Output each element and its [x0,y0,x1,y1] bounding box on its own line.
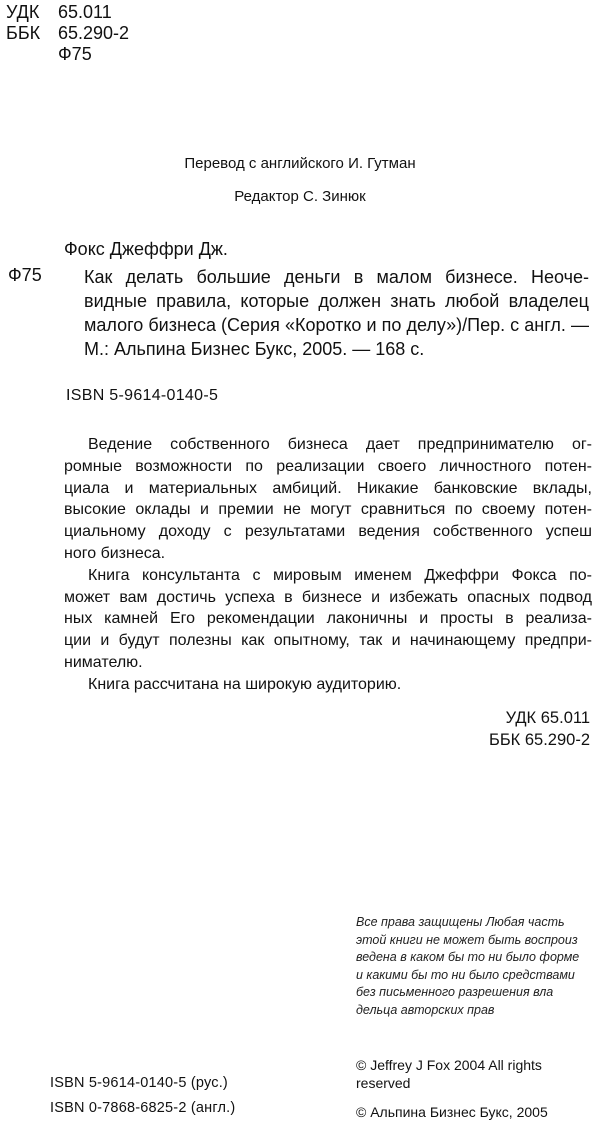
annotation [64,434,592,696]
udk-line [6,2,129,23]
annotation-line: ного бизнеса. [64,544,166,562]
editor-credit: Редактор С. Зинюк [234,188,366,205]
author-mark: Ф75 [58,44,92,64]
rights-line: Все права защищены Любая часть [356,915,565,929]
udk-right: УДК 65.011 [505,709,590,727]
catalog-isbn: ISBN 5-9614-0140-5 [66,387,219,404]
annotation-line: нимателю. [64,653,143,671]
catalog-entry-mark: Ф75 [8,265,42,285]
udk-value: 65.011 [58,2,112,22]
rights-line: ведена в каком бы то ни было форме [356,950,580,965]
classification-codes [6,2,129,65]
udk-label: УДК [6,2,40,22]
title-line: видные правила, которые должен знать любой владелец [84,291,589,311]
annotation-line: высокие оклады и премии не могут сравниться по своему потен- [64,501,592,519]
rights-line: без письменного разрешения вла [356,985,554,1000]
annotation-line: ции и будут полезны как опытному, так и начинающему предпри- [64,632,592,650]
bbk-label: ББК [6,23,41,43]
annotation-line: Книга консультанта с мировым именем Джеффри Фокса по- [88,566,592,584]
rights-notice [356,914,579,1020]
copyright-original-line: reserved [356,1075,411,1091]
rights-line: дельца авторских прав [356,1002,495,1017]
annotation-line: Ведение собственного бизнеса дает предпринимателю ог- [88,436,592,453]
copyright-original-line: © Jeffrey J Fox 2004 All rights [356,1057,542,1073]
copyright-russian: © Альпина Бизнес Букс, 2005 [356,1104,548,1120]
catalog-author: Фокс Джеффри Дж. [64,239,228,259]
annotation-line: ных камней Его рекомендации лаконичны и просты в реализа- [64,610,592,628]
author-mark-line [6,44,129,65]
title-line: Как делать большие деньги в малом бизнесе. Неоче- [84,267,589,287]
bbk-right: ББК 65.290-2 [489,731,590,749]
translator-credit: Перевод с английского И. Гутман [184,155,416,172]
isbn-russian: ISBN 5-9614-0140-5 (рус.) [50,1075,228,1091]
title-line: М.: Альпина Бизнес Букс, 2005. — 168 с. [84,339,425,359]
bbk-line [6,23,129,44]
copyright-original [356,1056,542,1092]
rights-line: этой книги не может быть воспроиз [356,932,578,947]
annotation-line: циала и материальных амбиций. Никакие банковские вклады, [64,479,592,497]
annotation-line: ромные возможности по реализации своего личностного потен- [64,457,592,475]
bbk-value: 65.290-2 [58,23,130,43]
annotation-line: Книга рассчитана на широкую аудиторию. [88,675,402,693]
rights-line: и какими бы то ни было средствами [356,967,575,982]
catalog-title [84,265,589,361]
annotation-line: циальному доходу с результатами ведения собственного успеш [64,523,592,541]
isbn-english: ISBN 0-7868-6825-2 (англ.) [50,1100,236,1116]
annotation-line: может вам достичь успеха в бизнесе и избежать опасных подвод [64,588,592,606]
classification-codes-right [489,707,590,751]
title-line: малого бизнеса (Серия «Коротко и по делу»)/Пер. с англ. — [84,315,589,335]
